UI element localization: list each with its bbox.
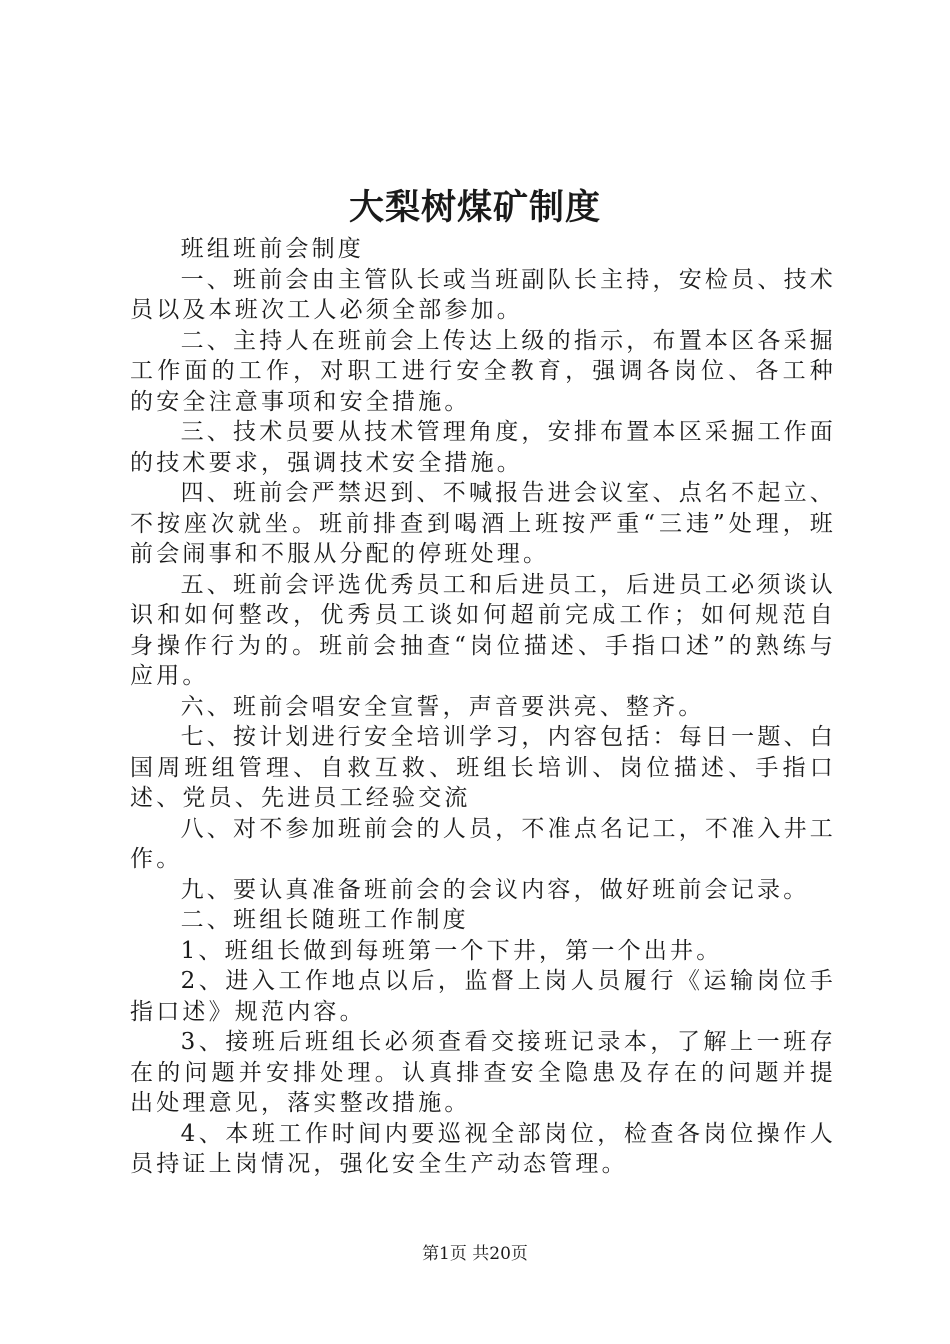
paragraph-item: 3、接班后班组长必须查看交接班记录本，了解上一班存在的问题并安排处理。认真排查安全隐患及存在的问题并提出处理意见，落实整改措施。 bbox=[130, 1029, 836, 1116]
paragraph-section-heading: 班组班前会制度 bbox=[180, 236, 364, 262]
page-number-footer: 第1页 共20页 bbox=[422, 1244, 528, 1264]
paragraph-item: 八、对不参加班前会的人员，不准点名记工，不准入井工作。 bbox=[130, 815, 836, 872]
paragraph-item: 七、按计划进行安全培训学习，内容包括：每日一题、白国周班组管理、自救互救、班组长培训、岗位描述、手指口述、党员、先进员工经验交流 bbox=[130, 724, 836, 811]
paragraph-item: 三、技术员要从技术管理角度，安排布置本区采掘工作面的技术要求，强调技术安全措施。 bbox=[130, 419, 836, 476]
paragraph-item: 二、主持人在班前会上传达上级的指示，布置本区各采掘工作面的工作，对职工进行安全教育，强调各岗位、各工种的安全注意事项和安全措施。 bbox=[130, 327, 836, 415]
paragraph-item: 一、班前会由主管队长或当班副队长主持，安检员、技术员以及本班次工人必须全部参加。 bbox=[130, 266, 836, 323]
paragraph-item: 六、班前会唱安全宣誓，声音要洪亮、整齐。 bbox=[180, 693, 705, 720]
paragraph-item: 4、本班工作时间内要巡视全部岗位，检查各岗位操作人员持证上岗情况，强化安全生产动态管理。 bbox=[130, 1120, 836, 1177]
paragraph-section-heading: 二、班组长随班工作制度 bbox=[180, 907, 469, 933]
document-title: 大梨树煤矿制度 bbox=[348, 187, 601, 228]
paragraph-item: 1、班组长做到每班第一个下井，第一个出井。 bbox=[180, 937, 723, 964]
document-body bbox=[130, 234, 836, 1180]
paragraph-item: 九、要认真准备班前会的会议内容，做好班前会记录。 bbox=[180, 876, 810, 903]
paragraph-item: 五、班前会评选优秀员工和后进员工，后进员工必须谈认识和如何整改，优秀员工谈如何超前完成工作；如何规范自身操作行为的。班前会抽查“岗位描述、手指口述”的熟练与应用。 bbox=[130, 571, 836, 689]
paragraph-item: 2、进入工作地点以后，监督上岗人员履行《运输岗位手指口述》规范内容。 bbox=[130, 968, 836, 1025]
paragraph-item: 四、班前会严禁迟到、不喊报告进会议室、点名不起立、不按座次就坐。班前排查到喝酒上班按严重“三违”处理，班前会闹事和不服从分配的停班处理。 bbox=[130, 480, 836, 567]
